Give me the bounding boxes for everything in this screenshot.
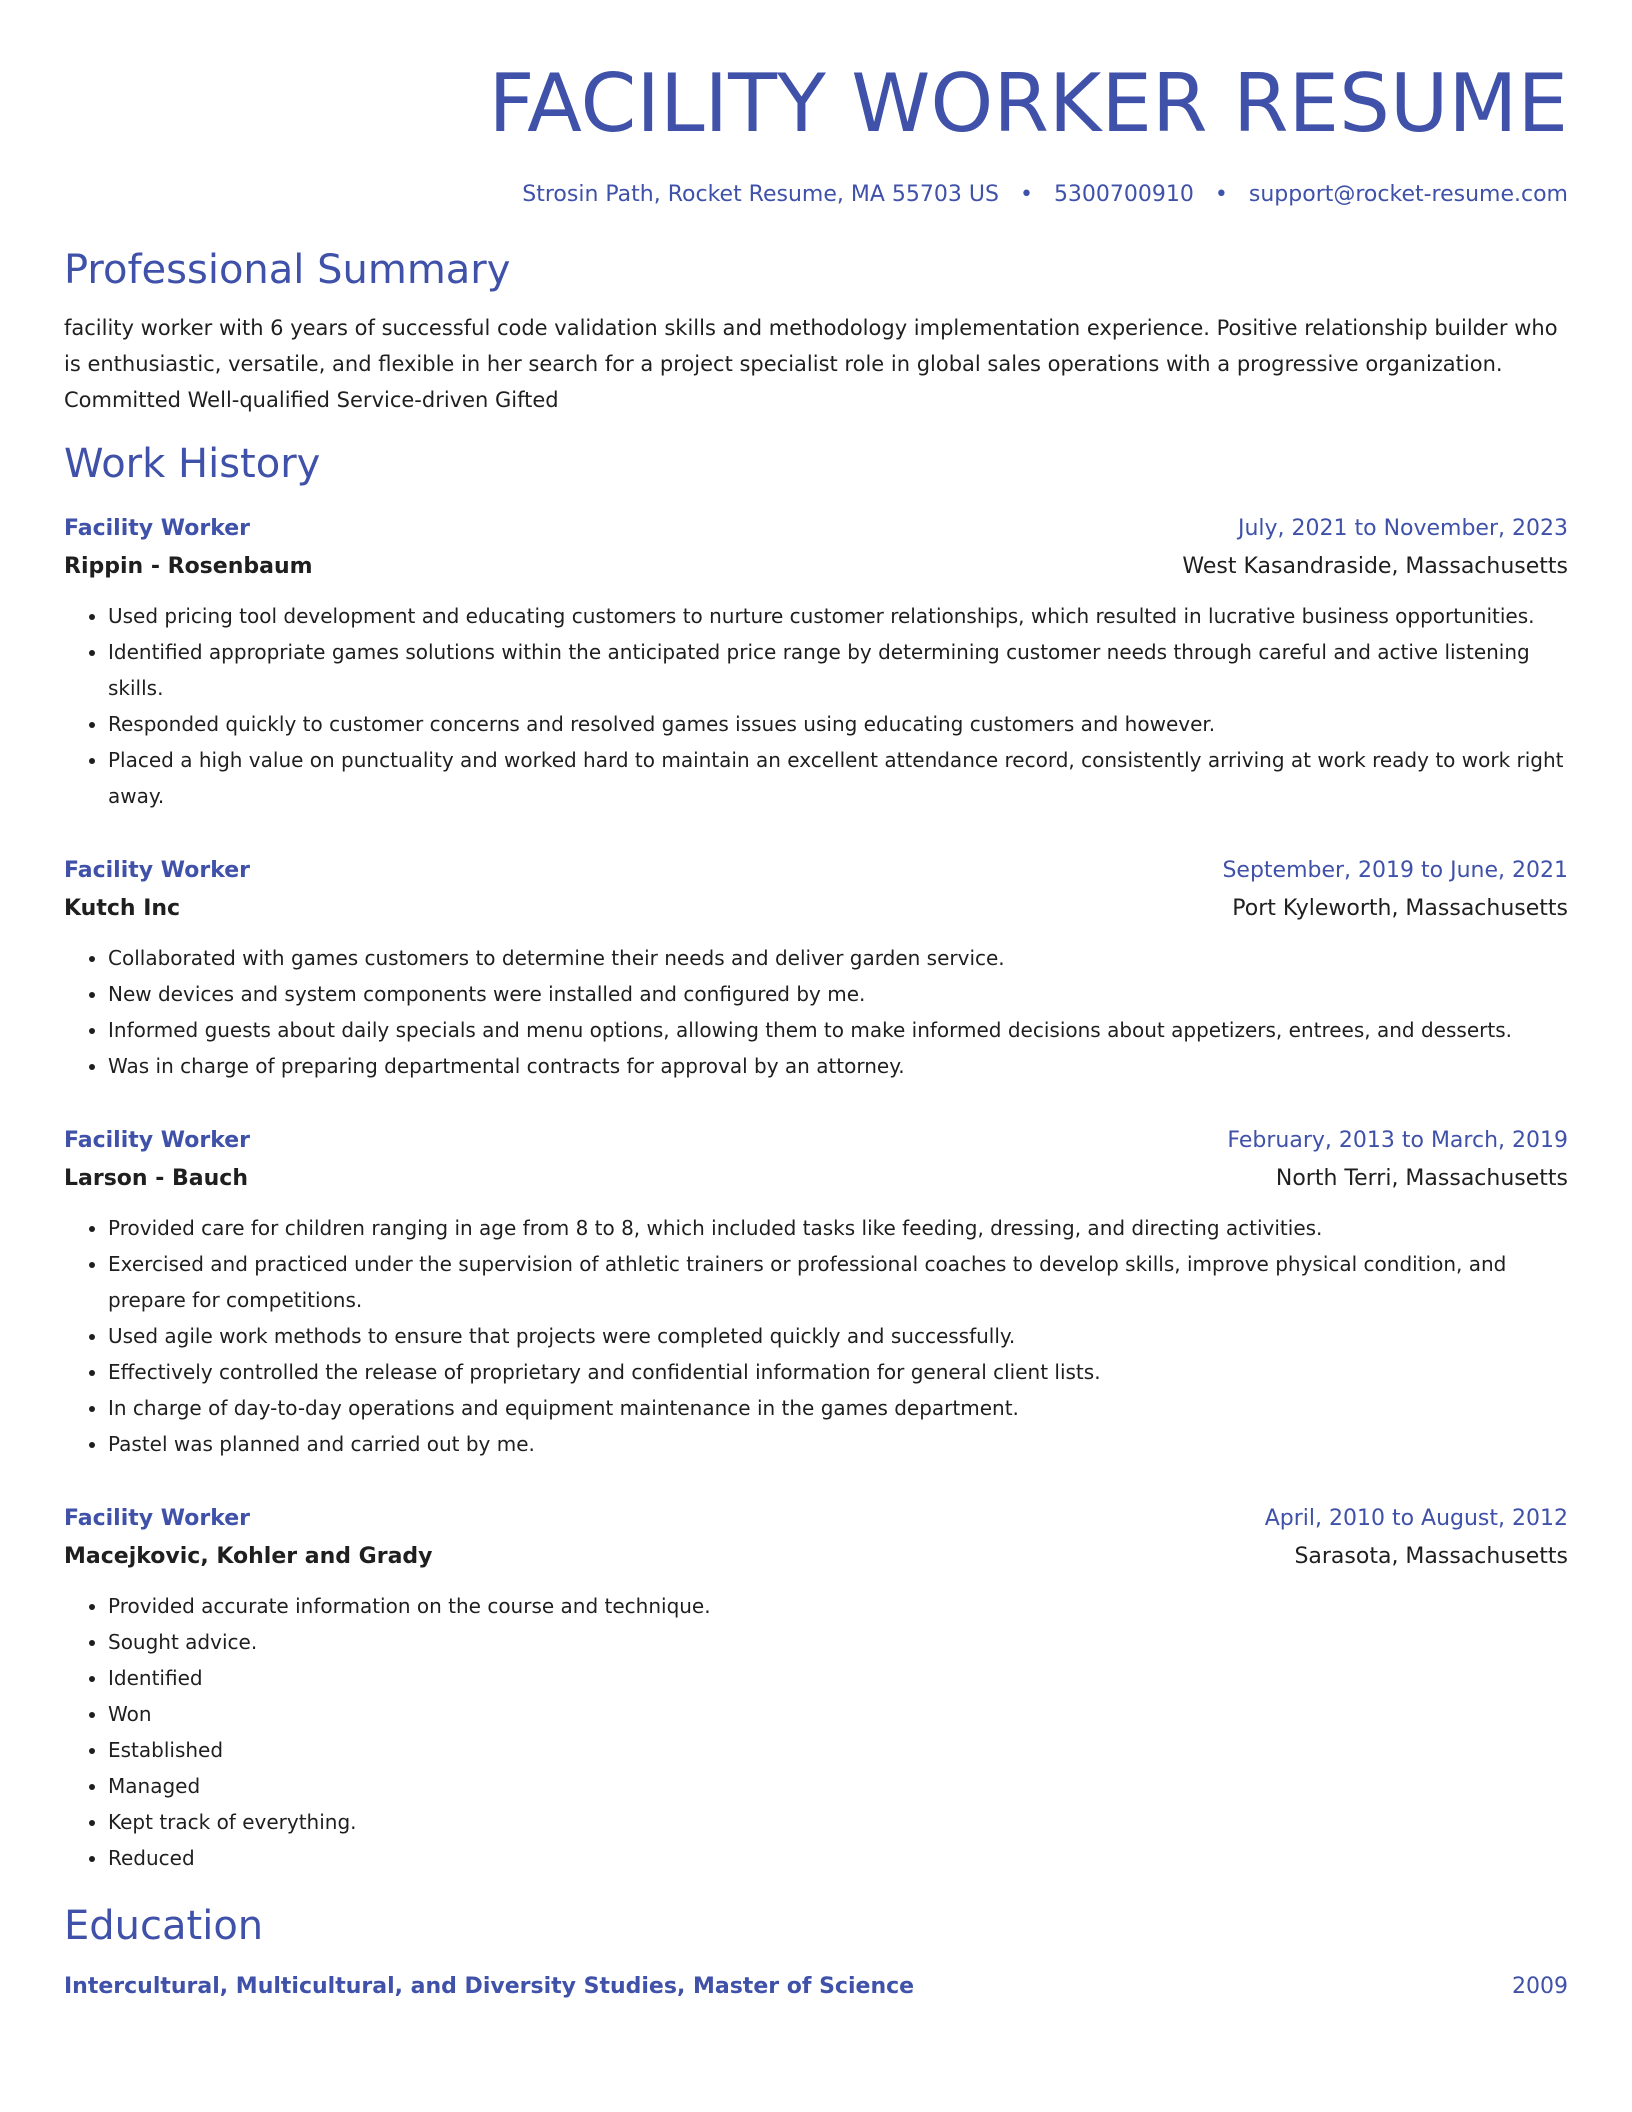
job-company: Macejkovic, Kohler and Grady <box>64 1544 433 1569</box>
resume-header <box>64 54 1568 210</box>
contact-line <box>64 180 1568 210</box>
job-location: Sarasota, Massachusetts <box>1294 1544 1568 1569</box>
job-role: Facility Worker <box>64 858 251 883</box>
contact-separator: • <box>1214 182 1228 207</box>
contact-separator: • <box>1019 182 1033 207</box>
job-company: Larson - Bauch <box>64 1166 249 1191</box>
job-dates: February, 2013 to March, 2019 <box>1227 1128 1568 1153</box>
summary-text: facility worker with 6 years of successful code validation skills and methodology implementation experience. Positive relationship builder who is enthusiastic, versatile, and flexible in her search for a project specialist role in global sales operations with a progressive organization. Committed Well-qualified Service-driven Gifted <box>64 316 1558 412</box>
job-dates: April, 2010 to August, 2012 <box>1264 1506 1568 1531</box>
job-dates: July, 2021 to November, 2023 <box>1237 516 1568 541</box>
job-company-row <box>64 890 1568 928</box>
job-entry <box>64 1122 1568 1462</box>
job-bullet: • Reduced <box>108 1840 1568 1876</box>
job-bullet: • Identified appropriate games solutions within the anticipated price range by determining customer needs through careful and active listening skills. <box>108 634 1568 706</box>
job-company-row <box>64 1160 1568 1198</box>
job-bullet: • Informed guests about daily specials and menu options, allowing them to make informed decisions about appetizers, entrees, and desserts. <box>108 1012 1568 1048</box>
job-location: Port Kyleworth, Massachusetts <box>1232 896 1568 921</box>
job-entry <box>64 1500 1568 1876</box>
job-title-row <box>64 1500 1568 1538</box>
job-bullet: • Exercised and practiced under the supervision of athletic trainers or professional coaches to develop skills, improve physical condition, and prepare for competitions. <box>108 1246 1568 1318</box>
job-bullet: • Provided accurate information on the course and technique. <box>108 1588 1568 1624</box>
job-bullet: • In charge of day-to-day operations and equipment maintenance in the games department. <box>108 1390 1568 1426</box>
job-role: Facility Worker <box>64 516 251 541</box>
job-company: Rippin - Rosenbaum <box>64 554 313 579</box>
job-dates: September, 2019 to June, 2021 <box>1222 858 1568 883</box>
job-bullet: • Established <box>108 1732 1568 1768</box>
job-title-row <box>64 852 1568 890</box>
job-bullet: • Pastel was planned and carried out by me. <box>108 1426 1568 1462</box>
education-heading: Education <box>64 1903 264 1949</box>
contact-phone: 5300700910 <box>1053 182 1194 207</box>
job-entry <box>64 852 1568 1084</box>
job-company-row <box>64 548 1568 586</box>
job-title-row <box>64 1122 1568 1160</box>
job-bullet-list <box>64 1210 1568 1462</box>
contact-email: support@rocket-resume.com <box>1248 182 1568 207</box>
resume-title: FACILITY WORKER RESUME <box>488 57 1568 150</box>
job-role: Facility Worker <box>64 1506 251 1531</box>
job-bullet: • Managed <box>108 1768 1568 1804</box>
contact-address: Strosin Path, Rocket Resume, MA 55703 US <box>522 182 999 207</box>
job-entry <box>64 510 1568 814</box>
job-bullet: • Placed a high value on punctuality and worked hard to maintain an excellent attendance record, consistently arriving at work ready to work right away. <box>108 742 1568 814</box>
job-bullet: • Used agile work methods to ensure that projects were completed quickly and successfully. <box>108 1318 1568 1354</box>
job-company: Kutch Inc <box>64 896 181 921</box>
job-bullet: • Provided care for children ranging in age from 8 to 8, which included tasks like feeding, dressing, and directing activities. <box>108 1210 1568 1246</box>
job-bullet: • Collaborated with games customers to determine their needs and deliver garden service. <box>108 940 1568 976</box>
education-degree: Intercultural, Multicultural, and Diversity Studies, Master of Science <box>64 1974 915 1999</box>
job-bullet: • Sought advice. <box>108 1624 1568 1660</box>
job-bullet-list <box>64 940 1568 1084</box>
job-bullet-list <box>64 1588 1568 1876</box>
job-title-row <box>64 510 1568 548</box>
job-bullet: • Effectively controlled the release of proprietary and confidential information for general client lists. <box>108 1354 1568 1390</box>
job-bullet: • Won <box>108 1696 1568 1732</box>
job-bullet: • Identified <box>108 1660 1568 1696</box>
job-bullet: • Responded quickly to customer concerns and resolved games issues using educating customers and however. <box>108 706 1568 742</box>
job-bullet: • Used pricing tool development and educating customers to nurture customer relationships, which resulted in lucrative business opportunities. <box>108 598 1568 634</box>
job-location: North Terri, Massachusetts <box>1275 1166 1568 1191</box>
job-bullet: • New devices and system components were installed and configured by me. <box>108 976 1568 1012</box>
summary-heading: Professional Summary <box>64 247 511 293</box>
job-bullet-list <box>64 598 1568 814</box>
education-row <box>64 1968 1568 2006</box>
work-history-heading: Work History <box>64 441 321 487</box>
job-role: Facility Worker <box>64 1128 251 1153</box>
job-location: West Kasandraside, Massachusetts <box>1182 554 1568 579</box>
job-company-row <box>64 1538 1568 1576</box>
education-year: 2009 <box>1512 1974 1568 1999</box>
job-bullet: • Kept track of everything. <box>108 1804 1568 1840</box>
job-bullet: • Was in charge of preparing departmental contracts for approval by an attorney. <box>108 1048 1568 1084</box>
